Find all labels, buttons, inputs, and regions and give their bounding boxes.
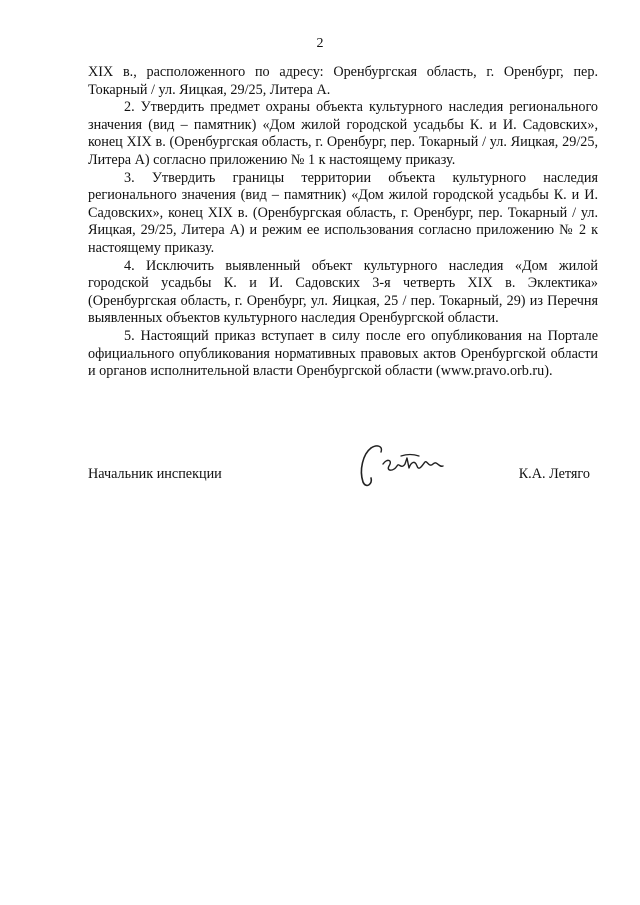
page-number: 2 [316,36,324,51]
document-body [88,64,598,381]
handwritten-signature [353,434,463,494]
signature-block [88,460,598,500]
signer-name: К.А. Летяго [518,466,590,482]
paragraph-item-2: 2. Утвердить предмет охраны объекта культурного наследия регионального значения (вид – памятник) «Дом жилой городской усадьбы К. и И. Садовских», конец XIX в. (Оренбургская область, г. Оренбург, пер. Токарный / ул. Яицкая, 29/25, Литера А) согласно приложению № 1 к настоящему приказу. [88,99,598,168]
paragraph-item-3: 3. Утвердить границы территории объекта культурного наследия регионального значения (вид – памятник) «Дом жилой городской усадьбы К. и И. Садовских», конец XIX в. (Оренбургская область, г. Оренбург, пер. Токарный / ул. Яицкая, 29/25, Литера А) и режим ее использования согласно приложению № 2 к настоящему приказу. [88,169,598,256]
signer-title: Начальник инспекции [88,466,222,482]
paragraph-item-5: 5. Настоящий приказ вступает в силу после его опубликования на Портале официального опубликования нормативных правовых актов Оренбургской области и органов исполнительной власти Оренбургской области (www.pravo.orb.ru). [88,327,598,380]
paragraph-item-4: 4. Исключить выявленный объект культурного наследия «Дом жилой городской усадьбы К. и И. Садовских 3-я четверть XIX в. Эклектика» (Оренбургская область, г. Оренбург, ул. Яицкая, 25 / пер. Токарный, 29) из Перечня выявленных объектов культурного наследия Оренбургской области. [88,257,598,327]
paragraph-continuation: XIX в., расположенного по адресу: Оренбургская область, г. Оренбург, пер. Токарный / ул. Яицкая, 29/25, Литера А. [88,64,598,98]
